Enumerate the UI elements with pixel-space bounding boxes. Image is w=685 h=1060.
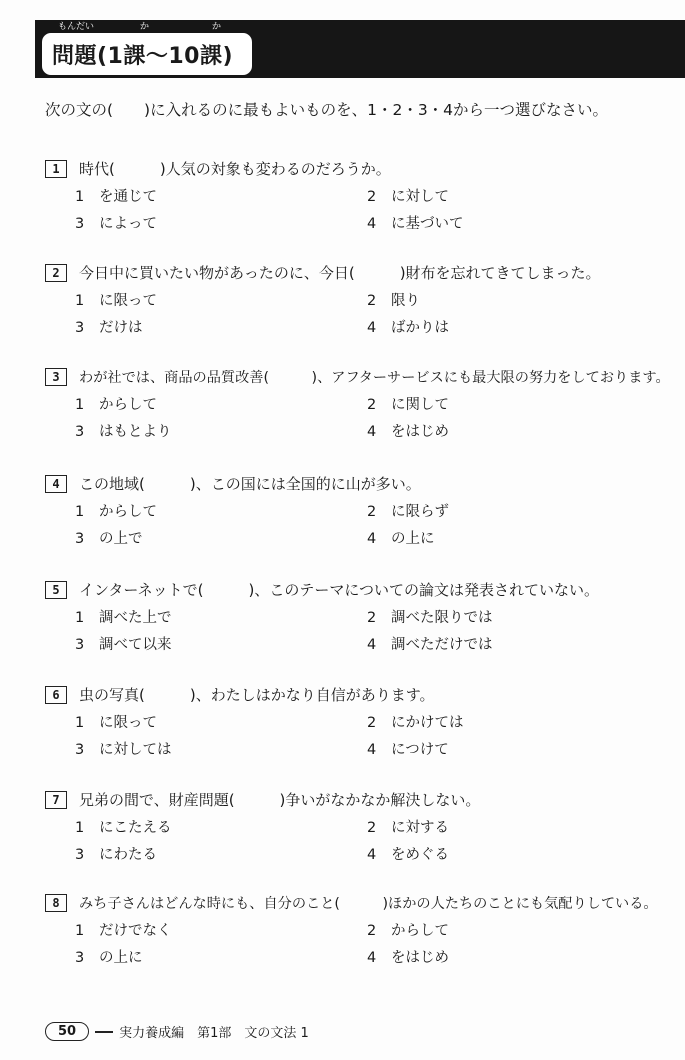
option-4[interactable]: 4 の上に <box>367 531 435 547</box>
question-8 <box>45 893 685 975</box>
question-number: 5 <box>45 581 67 599</box>
question-text: 兄弟の間で、財産問題( )争いがなかなか解決しない。 <box>79 791 481 809</box>
option-3[interactable]: 3 の上に <box>75 950 143 966</box>
title-ruby-3: か <box>212 22 222 32</box>
option-3[interactable]: 3 にわたる <box>75 847 157 863</box>
option-3[interactable]: 3 はもとより <box>75 424 172 440</box>
question-3 <box>45 367 685 449</box>
question-number: 2 <box>45 264 67 282</box>
title-ruby-2: か <box>140 22 150 32</box>
question-text: 時代( )人気の対象も変わるのだろうか。 <box>79 160 391 178</box>
footer <box>45 1022 309 1041</box>
option-1[interactable]: 1 にこたえる <box>75 820 172 836</box>
page-title: 問題(1課〜10課) <box>52 44 234 69</box>
question-4 <box>45 473 685 556</box>
footer-rule <box>95 1031 113 1033</box>
question-number: 3 <box>45 368 67 386</box>
title-ruby-1: もんだい <box>58 22 95 32</box>
page-number: 50 <box>45 1022 89 1041</box>
option-1[interactable]: 1 に限って <box>75 293 157 309</box>
option-3[interactable]: 3 調べて以来 <box>75 637 172 653</box>
title-box <box>42 33 252 75</box>
option-2[interactable]: 2 からして <box>367 923 449 939</box>
footer-section: 実力養成編 第1部 文の文法 1 <box>119 1026 309 1041</box>
option-4[interactable]: 4 をめぐる <box>367 847 449 863</box>
option-2[interactable]: 2 にかけては <box>367 715 464 731</box>
question-text: この地域( )、この国には全国的に山が多い。 <box>79 475 421 493</box>
option-1[interactable]: 1 調べた上で <box>75 610 172 626</box>
option-1[interactable]: 1 に限って <box>75 715 157 731</box>
option-2[interactable]: 2 に対して <box>367 189 449 205</box>
question-5 <box>45 579 685 662</box>
question-6 <box>45 684 685 767</box>
option-4[interactable]: 4 につけて <box>367 742 449 758</box>
option-2[interactable]: 2 調べた限りでは <box>367 610 493 626</box>
option-4[interactable]: 4 調べただけでは <box>367 637 493 653</box>
option-1[interactable]: 1 からして <box>75 397 157 413</box>
option-3[interactable]: 3 に対しては <box>75 742 172 758</box>
option-3[interactable]: 3 によって <box>75 216 157 232</box>
question-7 <box>45 789 685 872</box>
question-number: 8 <box>45 894 67 912</box>
question-2 <box>45 262 685 345</box>
option-1[interactable]: 1 だけでなく <box>75 923 172 939</box>
option-4[interactable]: 4 をはじめ <box>367 950 449 966</box>
option-2[interactable]: 2 に関して <box>367 397 449 413</box>
question-text: わが社では、商品の品質改善( )、アフターサービスにも最大限の努力をしております。 <box>79 370 670 386</box>
question-number: 6 <box>45 686 67 704</box>
option-4[interactable]: 4 ばかりは <box>367 320 449 336</box>
option-1[interactable]: 1 を通じて <box>75 189 157 205</box>
question-text: 虫の写真( )、わたしはかなり自信があります。 <box>79 686 435 704</box>
question-1 <box>45 158 685 241</box>
option-1[interactable]: 1 からして <box>75 504 157 520</box>
option-4[interactable]: 4 をはじめ <box>367 424 449 440</box>
option-3[interactable]: 3 だけは <box>75 320 143 336</box>
question-text: 今日中に買いたい物があったのに、今日( )財布を忘れてきてしまった。 <box>79 264 601 282</box>
option-3[interactable]: 3 の上で <box>75 531 143 547</box>
question-number: 1 <box>45 160 67 178</box>
question-number: 4 <box>45 475 67 493</box>
question-text: みち子さんはどんな時にも、自分のこと( )ほかの人たちのことにも気配りしている。 <box>79 896 658 912</box>
option-2[interactable]: 2 限り <box>367 293 420 309</box>
question-text: インターネットで( )、このテーマについての論文は発表されていない。 <box>79 581 600 599</box>
option-2[interactable]: 2 に対する <box>367 820 449 836</box>
question-number: 7 <box>45 791 67 809</box>
instruction-text: 次の文の( )に入れるのに最もよいものを、1・2・3・4から一つ選びなさい。 <box>45 101 609 119</box>
option-2[interactable]: 2 に限らず <box>367 504 449 520</box>
option-4[interactable]: 4 に基づいて <box>367 216 464 232</box>
